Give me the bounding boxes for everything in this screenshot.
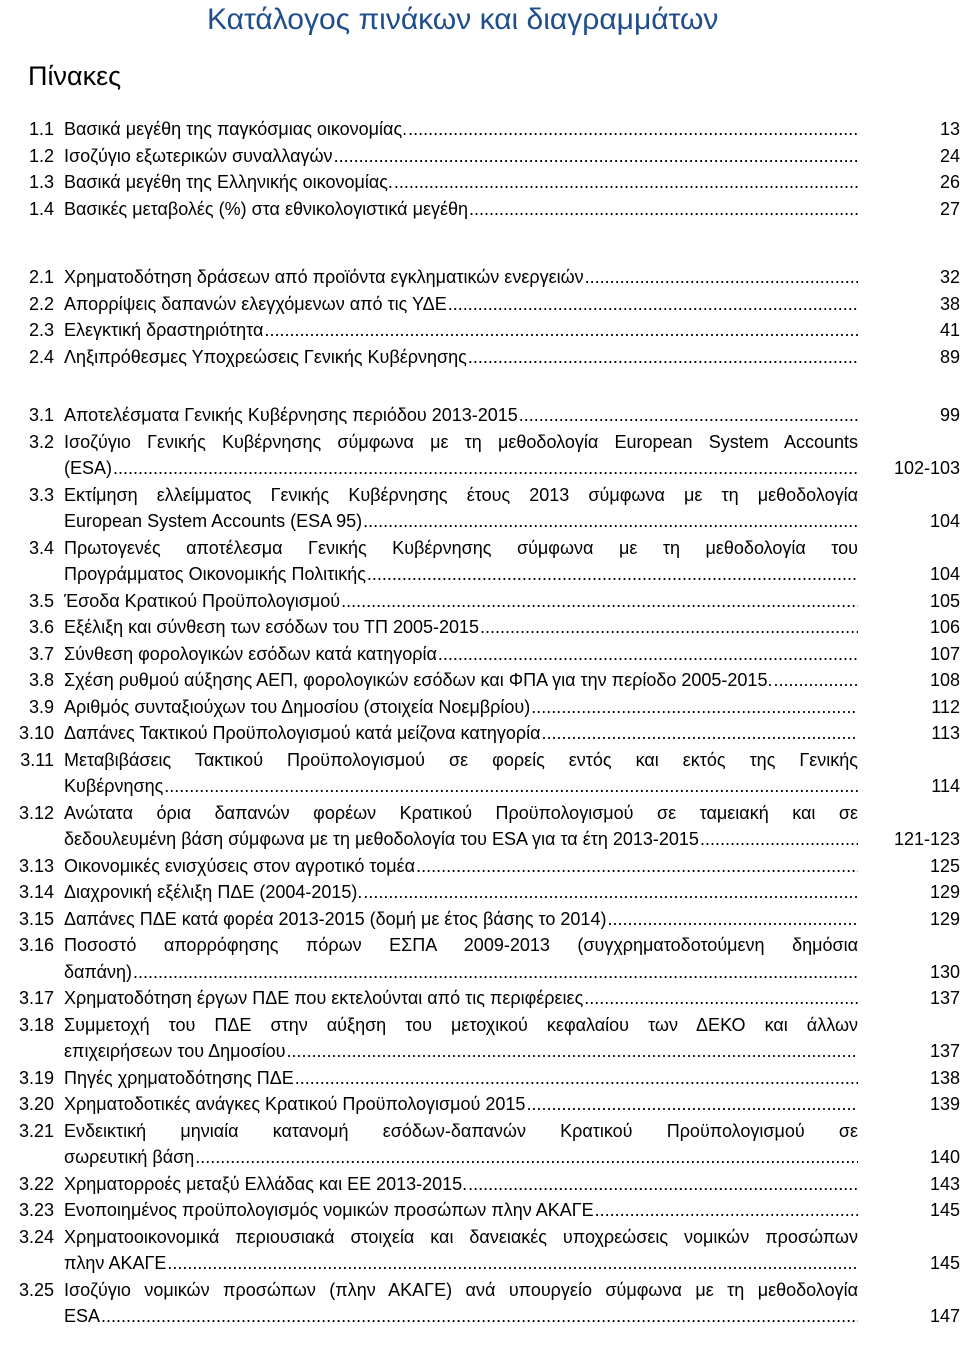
toc-entry[interactable] [0, 402, 960, 429]
table-of-contents [0, 116, 960, 1362]
toc-entry[interactable] [0, 143, 960, 170]
dot-leader [531, 694, 858, 721]
toc-entry-last-line [64, 402, 858, 429]
toc-entry-title [64, 641, 858, 668]
toc-entry-number: 2.4 [28, 346, 54, 367]
toc-entry[interactable] [0, 196, 960, 223]
toc-entry[interactable] [0, 906, 960, 933]
toc-entry-last-line [64, 1171, 858, 1198]
dot-leader [526, 1091, 858, 1118]
dot-leader [363, 879, 858, 906]
toc-entry-number: 3.10 [18, 723, 54, 743]
toc-entry-number: 3.5 [28, 590, 54, 611]
toc-entry-title-line: δεδουλευμένη βάση σύμφωνα με τη μεθοδολογία του ESA για τα έτη 2013-2015 [64, 829, 699, 849]
toc-entry-title [64, 1118, 858, 1171]
toc-entry-title-line: Ποσοστό απορρόφησης πόρων ΕΣΠΑ 2009-2013 (συγχρηματοδοτούμενη δημόσια [64, 935, 858, 955]
dot-leader [469, 196, 858, 223]
toc-entry-last-line [64, 143, 858, 170]
toc-entry-last-line [64, 169, 858, 196]
dot-leader [195, 1144, 858, 1171]
toc-entry-title-line: Αριθμός συνταξιούχων του Δημοσίου (στοιχεία Νοεμβρίου) [64, 696, 531, 717]
toc-entry-page: 32 [939, 267, 960, 287]
dot-leader [519, 402, 858, 429]
toc-entry[interactable] [0, 1118, 960, 1171]
toc-entry-title [64, 169, 858, 196]
toc-entry-last-line [64, 667, 858, 694]
dot-leader [367, 561, 858, 588]
toc-entry-title [64, 291, 858, 318]
toc-entry[interactable] [0, 1197, 960, 1224]
toc-entry[interactable] [0, 1171, 960, 1198]
toc-entry[interactable] [0, 264, 960, 291]
toc-entry-title-line: Έσοδα Κρατικού Προϋπολογισμού [64, 590, 341, 611]
toc-entry-page: 137 [929, 1041, 960, 1061]
toc-entry-number: 3.21 [18, 1120, 54, 1141]
toc-entry[interactable] [0, 694, 960, 721]
toc-entry-title-line: Ισοζύγιο εξωτερικών συναλλαγών [64, 145, 333, 166]
toc-entry-title [64, 1012, 858, 1065]
dot-leader [773, 667, 858, 694]
toc-entry-page: 27 [939, 198, 960, 219]
toc-entry-title [64, 985, 858, 1012]
toc-entry-number: 3.7 [28, 643, 54, 664]
page-title: Κατάλογος πινάκων και διαγραμμάτων [207, 3, 719, 36]
toc-entry-page: 145 [929, 1253, 960, 1273]
toc-entry[interactable] [0, 1277, 960, 1330]
toc-entry[interactable] [0, 1224, 960, 1277]
dot-leader [468, 1171, 858, 1198]
toc-entry-title-line: Βασικά μεγέθη της παγκόσμιας οικονομίας. [64, 119, 408, 139]
toc-entry-page: 105 [929, 590, 960, 611]
toc-entry-page: 26 [939, 172, 960, 192]
toc-entry-number: 3.6 [28, 617, 54, 637]
toc-entry[interactable] [0, 1065, 960, 1092]
toc-entry-title-line: δαπάνη) [64, 961, 133, 982]
toc-entry-title [64, 747, 858, 800]
toc-entry-last-line [64, 1303, 858, 1330]
dot-leader [133, 959, 858, 986]
toc-entry-last-line [64, 196, 858, 223]
toc-entry-page: 41 [939, 320, 960, 340]
toc-entry-last-line [64, 853, 858, 880]
toc-entry-page: 13 [939, 119, 960, 139]
toc-entry-number: 3.11 [20, 749, 54, 770]
toc-entry-title-line: Πρωτογενές αποτέλεσμα Γενικής Κυβέρνησης σύμφωνα με τη μεθοδολογία του [64, 537, 858, 558]
toc-entry-title [64, 402, 858, 429]
dot-leader [700, 826, 858, 853]
toc-entry[interactable] [0, 1012, 960, 1065]
toc-entry-title [64, 800, 858, 853]
toc-entry-title-line: Διαχρονική εξέλιξη ΠΔΕ (2004-2015). [64, 882, 363, 902]
toc-entry-number: 3.24 [18, 1226, 54, 1247]
toc-entry-last-line [64, 116, 858, 143]
toc-entry-number: 3.15 [18, 908, 54, 929]
toc-entry-title [64, 429, 858, 482]
section-heading: Πίνακες [28, 61, 122, 91]
toc-entry-number: 3.18 [18, 1014, 54, 1035]
toc-entry[interactable] [0, 667, 960, 694]
toc-entry-title [64, 1224, 858, 1277]
toc-entry-title [64, 932, 858, 985]
toc-entry-last-line [64, 694, 858, 721]
toc-entry-title-line: Σχέση ρυθμού αύξησης ΑΕΠ, φορολογικών εσόδων και ΦΠΑ για την περίοδο 2005-2015. [64, 670, 773, 690]
dot-leader [585, 264, 858, 291]
toc-entry-page: 139 [929, 1094, 960, 1114]
toc-entry-last-line [64, 641, 858, 668]
toc-entry[interactable] [0, 482, 960, 535]
toc-entry[interactable] [0, 1091, 960, 1118]
dot-leader [448, 291, 858, 318]
toc-entry-last-line [64, 1038, 858, 1065]
toc-entry-page: 113 [931, 723, 960, 743]
toc-entry-page: 112 [931, 696, 960, 717]
dot-leader [584, 985, 858, 1012]
toc-entry-title-line: Οικονομικές ενισχύσεις στον αγροτικό τομέα [64, 855, 416, 876]
toc-entry-last-line [64, 720, 858, 747]
toc-entry-title [64, 614, 858, 641]
toc-entry-title-line: Κυβέρνησης [64, 776, 164, 796]
toc-entry-title [64, 264, 858, 291]
toc-entry-number: 3.14 [18, 882, 54, 902]
toc-entry-page: 138 [929, 1067, 960, 1088]
toc-entry-title-line: European System Accounts (ESA 95) [64, 511, 363, 531]
toc-entry-title-line: Ισοζύγιο νομικών προσώπων (πλην ΑΚΑΓΕ) ανά υπουργείο σύμφωνα με τη μεθοδολογία [64, 1279, 858, 1300]
toc-entry-last-line [64, 455, 858, 482]
toc-entry-last-line [64, 1091, 858, 1118]
toc-entry-last-line [64, 291, 858, 318]
toc-entry-number: 3.8 [28, 670, 54, 690]
toc-entry-last-line [64, 985, 858, 1012]
toc-entry-number: 3.23 [18, 1200, 54, 1220]
toc-entry[interactable] [0, 800, 960, 853]
toc-entry-number: 3.4 [28, 537, 54, 558]
toc-group [0, 402, 960, 1330]
toc-entry[interactable] [0, 614, 960, 641]
toc-entry-title-line: (ESA) [64, 458, 113, 478]
dot-leader [438, 641, 858, 668]
dot-leader [164, 773, 858, 800]
toc-entry-page: 145 [929, 1200, 960, 1220]
toc-entry-title [64, 906, 858, 933]
toc-entry-title [64, 1277, 858, 1330]
dot-leader [394, 169, 858, 196]
toc-entry-number: 1.4 [28, 198, 54, 219]
toc-entry-title [64, 116, 858, 143]
toc-entry-title [64, 694, 858, 721]
toc-entry-page: 121-123 [893, 829, 960, 849]
toc-entry-page: 106 [929, 617, 960, 637]
toc-entry-number: 3.9 [28, 696, 54, 717]
toc-entry-title-line: πλην ΑΚΑΓΕ [64, 1253, 167, 1273]
toc-entry-number: 3.16 [18, 935, 54, 955]
toc-entry-number: 3.25 [18, 1279, 54, 1300]
toc-entry-title-line: σωρευτική βάση [64, 1147, 195, 1167]
toc-entry[interactable] [0, 853, 960, 880]
toc-entry[interactable] [0, 747, 960, 800]
toc-entry-page: 99 [939, 405, 960, 425]
toc-entry-title-line: Χρηματοδότηση έργων ΠΔΕ που εκτελούνται από τις περιφέρειες [64, 988, 584, 1008]
toc-entry-last-line [64, 344, 858, 371]
toc-entry-last-line [64, 1065, 858, 1092]
toc-entry-title-line: Ενδεικτική μηνιαία κατανομή εσόδων-δαπανών Κρατικού Προϋπολογισμού σε [64, 1120, 858, 1141]
toc-entry-number: 3.2 [28, 431, 54, 452]
toc-entry-title [64, 667, 858, 694]
dot-leader [416, 853, 858, 880]
toc-entry-last-line [64, 317, 858, 344]
toc-entry-number: 3.20 [18, 1094, 54, 1114]
toc-entry-number: 3.19 [18, 1067, 54, 1088]
toc-entry-last-line [64, 1144, 858, 1171]
toc-entry-page: 24 [939, 145, 960, 166]
toc-entry-last-line [64, 264, 858, 291]
toc-entry[interactable] [0, 169, 960, 196]
dot-leader [480, 614, 858, 641]
dot-leader [542, 720, 859, 747]
toc-entry-number: 3.22 [18, 1173, 54, 1194]
toc-entry[interactable] [0, 344, 960, 371]
toc-entry-title-line: Εκτίμηση ελλείμματος Γενικής Κυβέρνησης έτους 2013 σύμφωνα με τη μεθοδολογία [64, 484, 858, 505]
toc-entry-last-line [64, 773, 858, 800]
toc-entry-page: 140 [929, 1147, 960, 1167]
toc-entry-title-line: Σύνθεση φορολογικών εσόδων κατά κατηγορία [64, 643, 437, 664]
toc-entry-title-line: Χρηματοδοτικές ανάγκες Κρατικού Προϋπολογισμού 2015 [64, 1094, 526, 1114]
toc-entry[interactable] [0, 641, 960, 668]
toc-entry-page: 108 [929, 670, 960, 690]
toc-entry-title [64, 853, 858, 880]
toc-entry-title-line: ESA [64, 1306, 101, 1326]
toc-entry-number: 1.3 [28, 172, 54, 192]
toc-entry-page: 107 [929, 643, 960, 664]
toc-entry[interactable] [0, 116, 960, 143]
dot-leader [286, 1038, 858, 1065]
toc-entry-title [64, 720, 858, 747]
toc-entry-title-line: Αποτελέσματα Γενικής Κυβέρνησης περιόδου 2013-2015 [64, 405, 518, 425]
toc-entry-title [64, 143, 858, 170]
toc-entry-page: 38 [939, 293, 960, 314]
toc-entry-number: 3.1 [28, 405, 54, 425]
dot-leader [341, 588, 858, 615]
toc-entry-title [64, 535, 858, 588]
toc-entry-last-line [64, 508, 858, 535]
toc-entry-title-line: Ελεγκτική δραστηριότητα [64, 320, 264, 340]
toc-entry-number: 3.17 [18, 988, 54, 1008]
toc-entry-title-line: Ενοποιημένος προϋπολογισμός νομικών προσώπων πλην ΑΚΑΓΕ [64, 1200, 594, 1220]
toc-entry-last-line [64, 561, 858, 588]
toc-entry-title [64, 1065, 858, 1092]
toc-entry-title-line: Χρηματοδότηση δράσεων από προϊόντα εγκληματικών ενεργειών [64, 267, 584, 287]
toc-entry-number: 2.3 [28, 320, 54, 340]
toc-entry[interactable] [0, 429, 960, 482]
dot-leader [363, 508, 858, 535]
toc-entry-title [64, 344, 858, 371]
dot-leader [408, 116, 858, 143]
toc-entry[interactable] [0, 985, 960, 1012]
dot-leader [113, 455, 858, 482]
toc-entry-title-line: Χρηματοοικονομικά περιουσιακά στοιχεία και δανειακές υποχρεώσεις νομικών προσώπων [64, 1226, 858, 1247]
toc-entry-title [64, 879, 858, 906]
dot-leader [295, 1065, 858, 1092]
toc-entry-title-line: Πηγές χρηματοδότησης ΠΔΕ [64, 1067, 294, 1088]
toc-entry-page: 129 [929, 908, 960, 929]
toc-entry[interactable] [0, 317, 960, 344]
toc-entry-title-line: Μεταβιβάσεις Τακτικού Προϋπολογισμού σε φορείς εντός και εκτός της Γενικής [64, 749, 858, 770]
dot-leader [101, 1303, 858, 1330]
toc-entry-title [64, 317, 858, 344]
toc-entry-title-line: Δαπάνες Τακτικού Προϋπολογισμού κατά μείζονα κατηγορία [64, 723, 541, 743]
toc-entry-page: 125 [929, 855, 960, 876]
toc-entry-page: 147 [929, 1306, 960, 1326]
toc-entry-page: 114 [931, 776, 960, 796]
toc-entry-page: 130 [929, 961, 960, 982]
toc-entry[interactable] [0, 588, 960, 615]
toc-entry-title [64, 1197, 858, 1224]
dot-leader [595, 1197, 858, 1224]
toc-entry-last-line [64, 614, 858, 641]
toc-entry-title-line: Χρηματορροές μεταξύ Ελλάδας και ΕΕ 2013-2015. [64, 1173, 468, 1194]
dot-leader [334, 143, 858, 170]
toc-entry-page: 89 [939, 346, 960, 367]
toc-entry-title [64, 1091, 858, 1118]
toc-entry-last-line [64, 1250, 858, 1277]
toc-entry-title-line: Ισοζύγιο Γενικής Κυβέρνησης σύμφωνα με τη μεθοδολογία European System Accounts [64, 431, 858, 452]
toc-entry-number: 3.3 [28, 484, 54, 505]
toc-entry-page: 137 [929, 988, 960, 1008]
toc-entry-title-line: Απορρίψεις δαπανών ελεγχόμενων από τις ΥΔΕ [64, 293, 447, 314]
toc-entry-last-line [64, 906, 858, 933]
toc-entry-title-line: Εξέλιξη και σύνθεση των εσόδων του ΤΠ 2005-2015 [64, 617, 480, 637]
toc-entry-number: 3.13 [18, 855, 54, 876]
toc-entry-title-line: επιχειρήσεων του Δημοσίου [64, 1041, 286, 1061]
toc-entry[interactable] [0, 535, 960, 588]
toc-entry-number: 2.1 [28, 267, 54, 287]
toc-entry-number: 3.12 [18, 802, 54, 823]
toc-entry-last-line [64, 826, 858, 853]
toc-entry-number: 2.2 [28, 293, 54, 314]
toc-entry-last-line [64, 1197, 858, 1224]
toc-entry-page: 129 [929, 882, 960, 902]
toc-entry[interactable] [0, 879, 960, 906]
toc-entry-number: 1.1 [28, 119, 54, 139]
dot-leader [264, 317, 858, 344]
dot-leader [607, 906, 858, 933]
toc-entry-title-line: Προγράμματος Οικονομικής Πολιτικής [64, 564, 366, 584]
toc-entry-title-line: Βασικά μεγέθη της Ελληνικής οικονομίας. [64, 172, 393, 192]
toc-entry-title [64, 588, 858, 615]
toc-entry-title-line: Συμμετοχή του ΠΔΕ στην αύξηση του μετοχικού κεφαλαίου των ΔΕΚΟ και άλλων [64, 1014, 858, 1035]
toc-entry-page: 104 [929, 511, 960, 531]
toc-entry[interactable] [0, 720, 960, 747]
toc-entry-title-line: Ληξιπρόθεσμες Υποχρεώσεις Γενικής Κυβέρνησης [64, 346, 467, 367]
toc-entry[interactable] [0, 291, 960, 318]
toc-entry[interactable] [0, 932, 960, 985]
toc-entry-title-line: Βασικές μεταβολές (%) στα εθνικολογιστικά μεγέθη [64, 198, 469, 219]
toc-entry-page: 102-103 [893, 458, 960, 478]
toc-entry-title [64, 1171, 858, 1198]
toc-entry-title [64, 196, 858, 223]
toc-entry-title-line: Ανώτατα όρια δαπανών φορέων Κρατικού Προϋπολογισμού σε ταμειακή και σε [64, 802, 858, 823]
toc-entry-last-line [64, 879, 858, 906]
dot-leader [167, 1250, 858, 1277]
dot-leader [468, 344, 858, 371]
toc-entry-page: 104 [929, 564, 960, 584]
toc-group [0, 264, 960, 370]
toc-entry-last-line [64, 588, 858, 615]
toc-entry-number: 1.2 [28, 145, 54, 166]
toc-entry-page: 143 [929, 1173, 960, 1194]
toc-group [0, 116, 960, 222]
toc-entry-title [64, 482, 858, 535]
toc-entry-title-line: Δαπάνες ΠΔΕ κατά φορέα 2013-2015 (δομή με έτος βάσης το 2014) [64, 908, 607, 929]
toc-entry-last-line [64, 959, 858, 986]
